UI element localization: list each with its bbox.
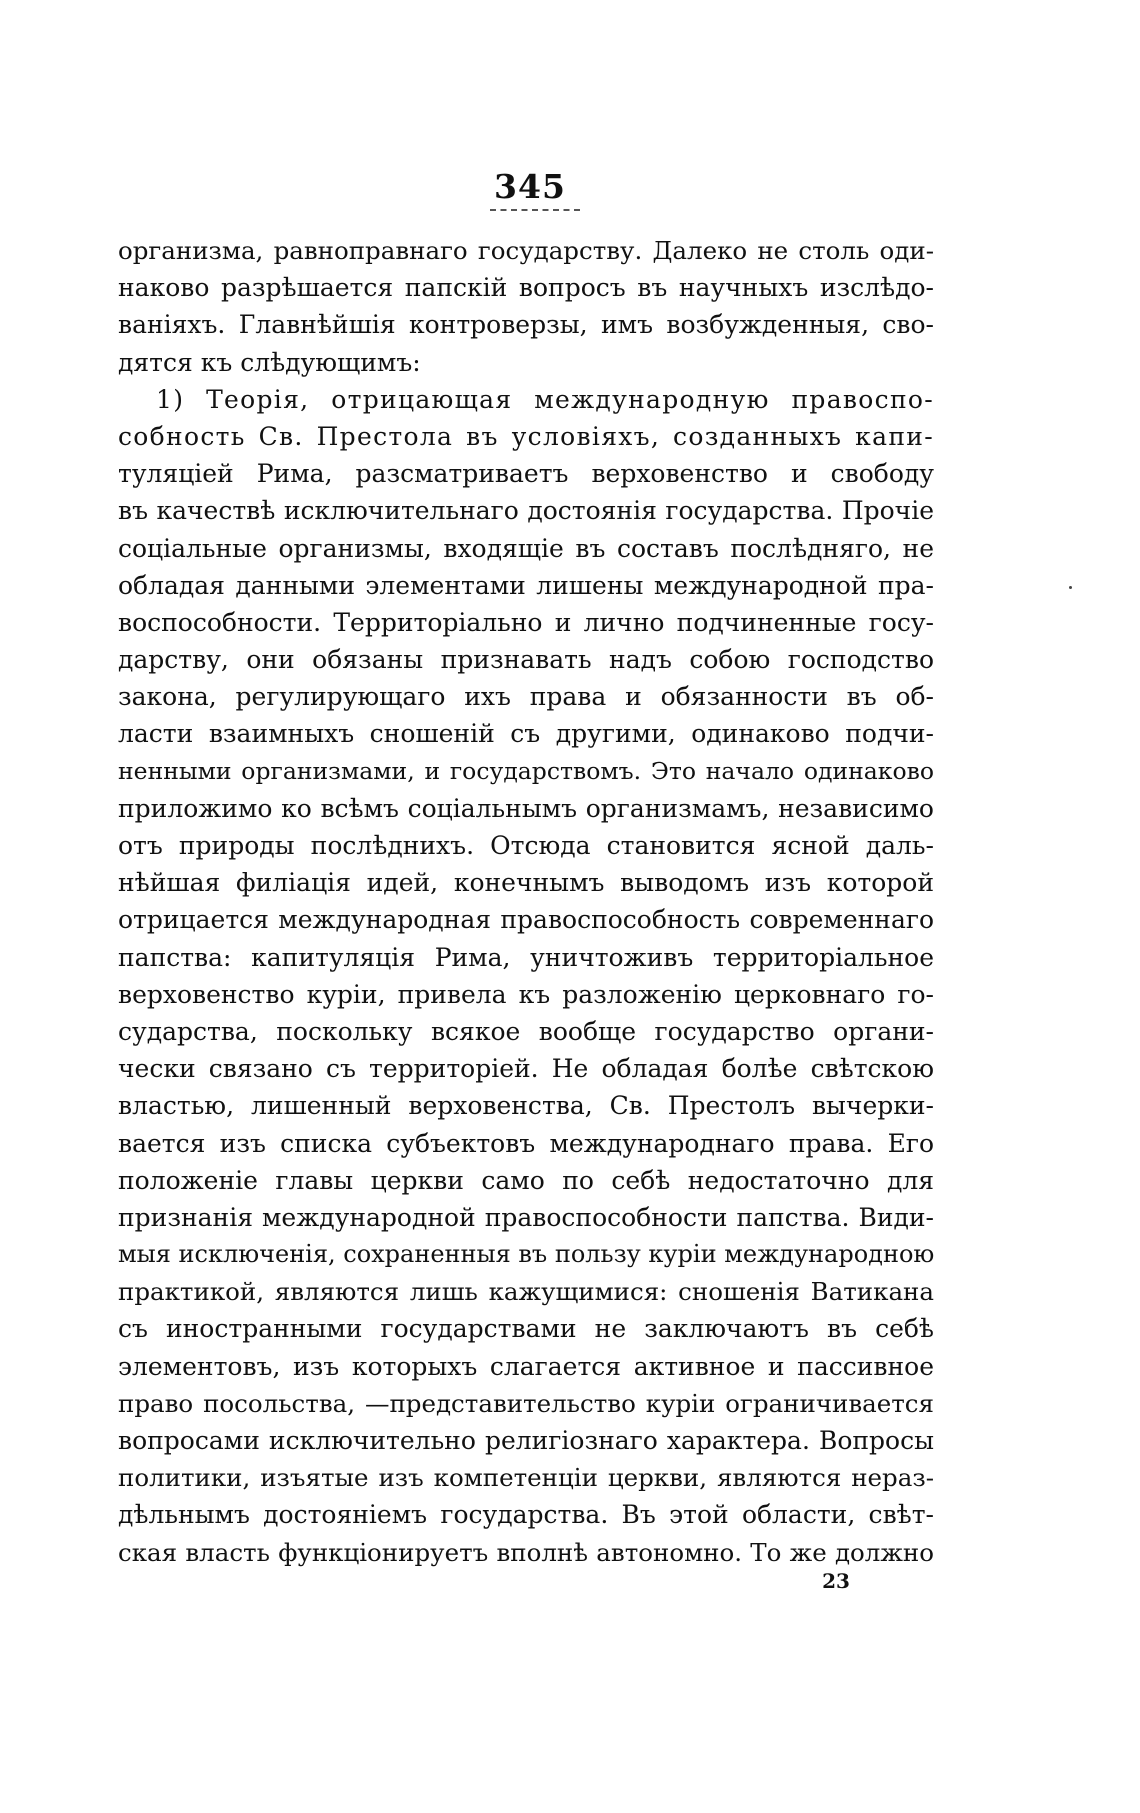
text-line: право посольства, —представительство куріи ограничивается <box>118 1388 934 1418</box>
text-line: положеніе главы церкви само по себѣ недостаточно для <box>118 1165 934 1195</box>
text-line: практикой, являются лишь кажущимися: сношенія Ватикана <box>118 1277 934 1307</box>
text-line: вопросами исключительно религіознаго характера. Вопросы <box>118 1426 934 1455</box>
text-line: признанія международной правоспособности папства. Види- <box>118 1202 934 1232</box>
text-line: соціальные организмы, входящіе въ составъ послѣдняго, не <box>118 533 934 563</box>
page-number: 345 <box>494 167 566 206</box>
text-line: дарству, они обязаны признавать надъ собою господство <box>118 645 934 675</box>
text-line: верховенство куріи, привела къ разложенію церковнаго го- <box>118 979 934 1009</box>
printer-signature-mark: 23 <box>822 1569 850 1593</box>
text-line: собность Св. Престола въ условіяхъ, созданныхъ капи- <box>118 421 934 451</box>
text-line: отъ природы послѣднихъ. Отсюда становится ясной даль- <box>118 831 934 860</box>
text-line: ласти взаимныхъ сношеній съ другими, одинаково подчи- <box>118 719 934 749</box>
text-line: сударства, поскольку всякое вообще государство органи- <box>118 1016 934 1046</box>
text-line: въ качествѣ исключительнаго достоянія государства. Прочіе <box>118 496 934 526</box>
text-line: ская власть функціонируетъ вполнѣ автономно. То же должно <box>118 1537 934 1567</box>
text-line: съ иностранными государствами не заключаютъ въ себѣ <box>118 1314 934 1344</box>
text-line: организма, равноправнаго государству. Далеко не столь оди- <box>118 236 934 265</box>
text-line: нѣйшая филіація идей, конечнымъ выводомъ изъ которой <box>118 868 934 898</box>
text-line: политики, изъятые изъ компетенціи церкви, являются нераз- <box>118 1463 934 1493</box>
text-line: чески связано съ территоріей. Не обладая болѣе свѣтскою <box>118 1054 934 1084</box>
text-line: папства: капитуляція Рима, уничтоживъ территоріальное <box>118 942 934 972</box>
text-line: властью, лишенный верховенства, Св. Престолъ вычерки- <box>118 1091 934 1121</box>
text-line: отрицается международная правоспособность современнаго <box>118 905 934 935</box>
text-line: 1) Теорія, отрицающая международную правоспо- <box>156 384 934 414</box>
text-line: дѣльнымъ достояніемъ государства. Въ этой области, свѣт- <box>118 1500 934 1530</box>
text-line: ненными организмами, и государствомъ. Это начало одинаково <box>118 756 934 785</box>
text-line: элементовъ, изъ которыхъ слагается активное и пассивное <box>118 1351 934 1381</box>
text-line: наково разрѣшается папскій вопросъ въ научныхъ изслѣдо- <box>118 273 934 303</box>
print-speck <box>1069 586 1072 589</box>
text-line: вается изъ списка субъектовъ международнаго права. Его <box>118 1128 934 1158</box>
body-text <box>118 232 934 1571</box>
page-number-rule <box>490 209 580 211</box>
text-line: туляціей Рима, разсматриваетъ верховенство и свободу <box>118 459 934 489</box>
text-line: дятся къ слѣдующимъ: <box>118 347 421 377</box>
text-line: закона, регулирующаго ихъ права и обязанности въ об- <box>118 682 934 712</box>
text-line: воспособности. Территоріально и лично подчиненные госу- <box>118 607 934 637</box>
text-line: обладая данными элементами лишены международной пра- <box>118 570 934 600</box>
text-line: приложимо ко всѣмъ соціальнымъ организмамъ, независимо <box>118 793 934 823</box>
text-line: ваніяхъ. Главнѣйшія контроверзы, имъ возбужденныя, сво- <box>118 310 934 340</box>
text-line: мыя исключенія, сохраненныя въ пользу куріи международною <box>118 1240 934 1269</box>
